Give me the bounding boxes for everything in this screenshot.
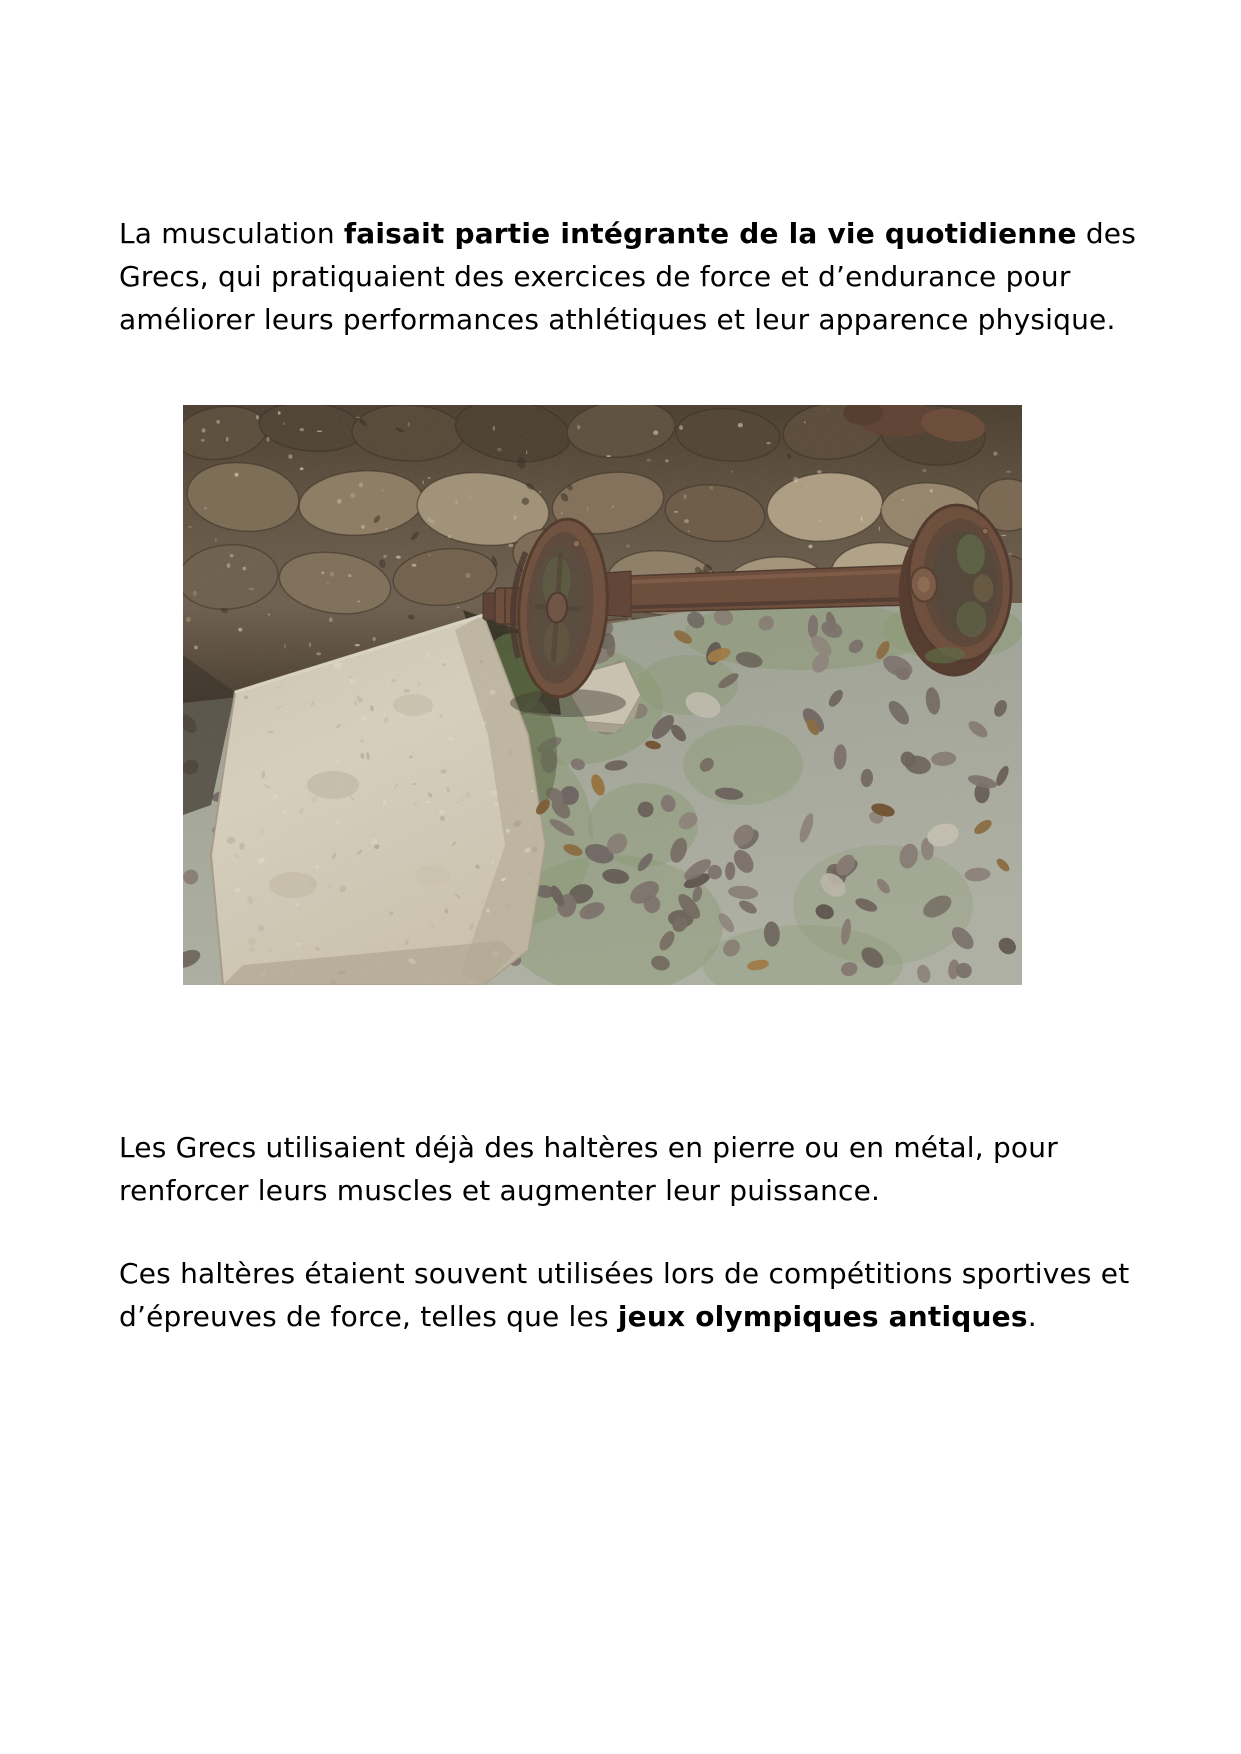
bold-text-run: faisait partie intégrante de la vie quotidienne: [343, 217, 1077, 250]
text-run: renforcer leurs muscles et augmenter leur puissance.: [119, 1174, 881, 1207]
text-run: d’épreuves de force, telles que les: [119, 1300, 618, 1333]
text-run: améliorer leurs performances athlétiques et leur apparence physique.: [119, 303, 1116, 336]
text-run: .: [1027, 1300, 1037, 1333]
text-run: Ces haltères étaient souvent utilisées lors de compétitions sportives et: [119, 1257, 1130, 1290]
paragraph-intro: [119, 212, 1136, 341]
text-run: des: [1076, 217, 1137, 250]
photo-ancient-dumbbell: [183, 405, 1022, 985]
bold-text-run: jeux olympiques antiques: [617, 1300, 1028, 1333]
paragraph-competitions: [119, 1252, 1129, 1338]
text-run: Les Grecs utilisaient déjà des haltères en pierre ou en métal, pour: [119, 1131, 1058, 1164]
text-line: [119, 212, 1136, 255]
text-line: [119, 1169, 1058, 1212]
text-line: [119, 1252, 1129, 1295]
text-line: [119, 1295, 1129, 1338]
text-run: La musculation: [119, 217, 344, 250]
text-line: [119, 298, 1136, 341]
paragraph-halteres: [119, 1126, 1058, 1212]
photo-grain: [183, 405, 1022, 985]
text-line: [119, 1126, 1058, 1169]
text-run: Grecs, qui pratiquaient des exercices de force et d’endurance pour: [119, 260, 1071, 293]
text-line: [119, 255, 1136, 298]
photo-illustration: [183, 405, 1022, 985]
